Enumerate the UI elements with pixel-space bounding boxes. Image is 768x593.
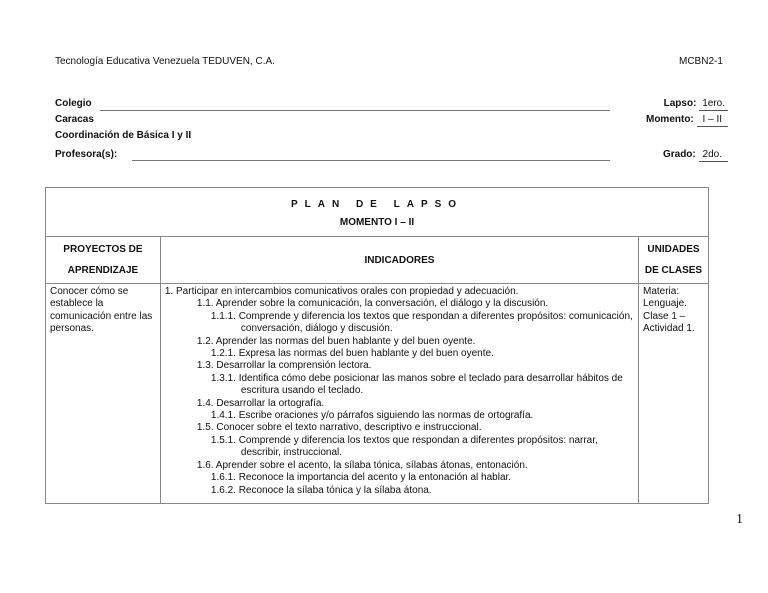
coordinacion-label: Coordinación de Básica I y II bbox=[55, 130, 192, 141]
caracas-label: Caracas bbox=[55, 114, 94, 125]
header-proyectos bbox=[46, 237, 161, 284]
indicador-item: 1.5. Conocer sobre el texto narrativo, descriptivo e instruccional. bbox=[196, 422, 482, 434]
lapso-label: Lapso: bbox=[663, 98, 697, 109]
plan-title-cell bbox=[46, 188, 709, 237]
indicador-item: 1.1.1. Comprende y diferencia los textos que respondan a diferentes propósitos: comunicación, conversación, diálogo y discusión. bbox=[210, 310, 633, 335]
grado-label: Grado: bbox=[662, 149, 696, 160]
plan-title: PLAN DE LAPSO bbox=[290, 199, 464, 210]
unidades-line: Actividad 1. bbox=[643, 323, 695, 335]
indicador-item: 1. Participar en intercambios comunicativos orales con propiedad y adecuación. bbox=[164, 286, 519, 297]
indicador-item: 1.5.1. Comprende y diferencia los textos que respondan a diferentes propósitos: narrar, describir, instruccional. bbox=[210, 434, 598, 459]
plan-subtitle: MOMENTO I – II bbox=[339, 217, 415, 228]
indicador-item: 1.6.2. Reconoce la sílaba tónica y la sílaba átona. bbox=[210, 484, 432, 496]
lapso-value: 1ero. bbox=[699, 98, 728, 111]
indicador-item: 1.4. Desarrollar la ortografía. bbox=[196, 397, 325, 409]
indicador-item: 1.3. Desarrollar la comprensión lectora. bbox=[196, 360, 372, 372]
colegio-label: Colegio bbox=[55, 98, 92, 109]
profesora-label: Profesora(s): bbox=[55, 149, 118, 160]
indicador-item: 1.4.1. Escribe oraciones y/o párrafos siguiendo las normas de ortografía. bbox=[210, 410, 534, 422]
momento-label: Momento: bbox=[645, 114, 694, 125]
grado-value: 2do. bbox=[699, 149, 728, 162]
organization-name: Tecnología Educativa Venezuela TEDUVEN, C.A. bbox=[55, 56, 275, 67]
unidades-line: Clase 1 – bbox=[643, 310, 686, 322]
indicador-item: 1.2. Aprender las normas del buen hablante y del buen oyente. bbox=[196, 335, 476, 347]
indicador-item: 1.2.1. Expresa las normas del buen hablante y del buen oyente. bbox=[210, 348, 494, 360]
momento-field bbox=[646, 114, 728, 125]
document-code: MCBN2-1 bbox=[679, 56, 723, 67]
profesora-field-line bbox=[132, 160, 610, 161]
header-proyectos-line2: APRENDIZAJE bbox=[67, 265, 139, 276]
indicador-item: 1.1. Aprender sobre la comunicación, la conversación, el diálogo y la discusión. bbox=[196, 298, 549, 310]
header-unidades bbox=[639, 237, 709, 284]
proyecto-cell: Conocer cómo se establece la comunicación entre las personas. bbox=[46, 284, 161, 504]
colegio-field-line bbox=[100, 110, 610, 111]
unidades-line: Lenguaje. bbox=[643, 298, 687, 310]
indicador-item: 1.6. Aprender sobre el acento, la sílaba tónica, sílabas átonas, entonación. bbox=[196, 459, 528, 471]
indicador-item: 1.6.1. Reconoce la importancia del acento y la entonación al hablar. bbox=[210, 472, 512, 484]
unidades-line: Materia: bbox=[643, 286, 680, 297]
header-indicadores: INDICADORES bbox=[160, 237, 638, 284]
indicadores-cell bbox=[160, 284, 638, 504]
lapso-field bbox=[664, 98, 728, 109]
indicador-item: 1.3.1. Identifica cómo debe posicionar las manos sobre el teclado para desarrollar hábitos de escritura usando el teclado. bbox=[210, 372, 623, 397]
header-unidades-line2: DE CLASES bbox=[644, 265, 703, 276]
header-unidades-line1: UNIDADES bbox=[647, 244, 700, 255]
grado-field bbox=[663, 149, 728, 160]
page-number: 1 bbox=[736, 512, 743, 527]
header-proyectos-line1: PROYECTOS DE bbox=[63, 244, 143, 255]
unidades-cell bbox=[639, 284, 709, 504]
momento-value: I – II bbox=[697, 114, 728, 127]
plan-table bbox=[45, 187, 709, 504]
